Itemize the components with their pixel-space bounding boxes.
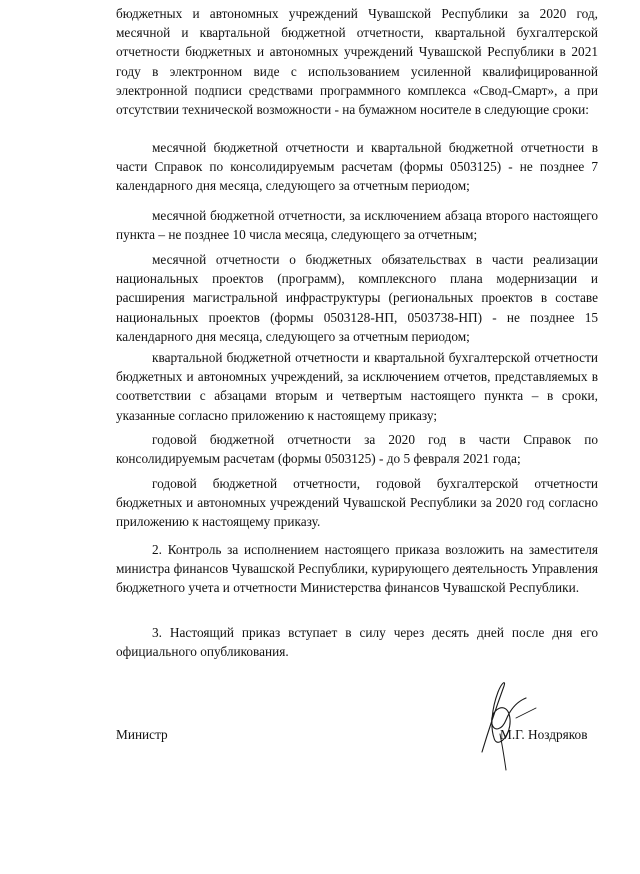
paragraph-annual-references: годовой бюджетной отчетности за 2020 год в части Справок по консолидируемым расчетам (формы 0503125) - до 5 февраля 2021 года; [116, 432, 598, 467]
paragraph-monthly: месячной бюджетной отчетности, за исключением абзаца второго настоящего пункта – не позднее 10 числа месяца, следующего за отчетным; [116, 208, 598, 243]
paragraph-annual: годовой бюджетной отчетности, годовой бухгалтерской отчетности бюджетных и автономных учреждений Чувашской Республики за 2020 год согласно приложению к настоящему приказу. [116, 476, 598, 530]
paragraph-control: 2. Контроль за исполнением настоящего приказа возложить на заместителя министра финансов Чувашской Республики, курирующего деятельность Управления бюджетного учета и отчетности Министерства финансов Чувашской Республики. [116, 542, 598, 596]
signatory-title: Министр [116, 727, 168, 742]
signatory-name: М.Г. Ноздряков [500, 727, 588, 742]
paragraph-national-projects: месячной отчетности о бюджетных обязательствах в части реализации национальных проектов (программ), комплексного плана модернизации и расширения магистральной инфраструктуры (региональных проектов в составе национальных проектов (формы 0503128-НП, 0503738-НП) - не позднее 15 календарного дня месяца, следующего за отчетным периодом; [116, 252, 598, 344]
paragraph-intro: бюджетных и автономных учреждений Чувашской Республики за 2020 год, месячной и квартальной бюджетной отчетности, квартальной бухгалтерской отчетности бюджетных и автономных учреждений Чувашской Республики в 2021 году в электронном виде с использованием усиленной квалифицированной электронной подписи средствами программного комплекса «Свод-Смарт», а при отсутствии технической возможности - на бумажном носителе в следующие сроки: [116, 6, 598, 118]
paragraph-monthly-quarterly: месячной бюджетной отчетности и квартальной бюджетной отчетности в части Справок по консолидируемым расчетам (формы 0503125) - не позднее 7 календарного дня месяца, следующего за отчетным периодом; [116, 140, 598, 194]
paragraph-effective: 3. Настоящий приказ вступает в силу через десять дней после дня его официального опубликования. [116, 625, 598, 660]
paragraph-quarterly: квартальной бюджетной отчетности и квартальной бухгалтерской отчетности бюджетных и автономных учреждений, за исключением отчетов, представляемых в соответствии с абзацами вторым и четвертым настоящего пункта – в сроки, указанные согласно приложению к настоящему приказу; [116, 350, 598, 423]
handwritten-signature [460, 674, 540, 774]
